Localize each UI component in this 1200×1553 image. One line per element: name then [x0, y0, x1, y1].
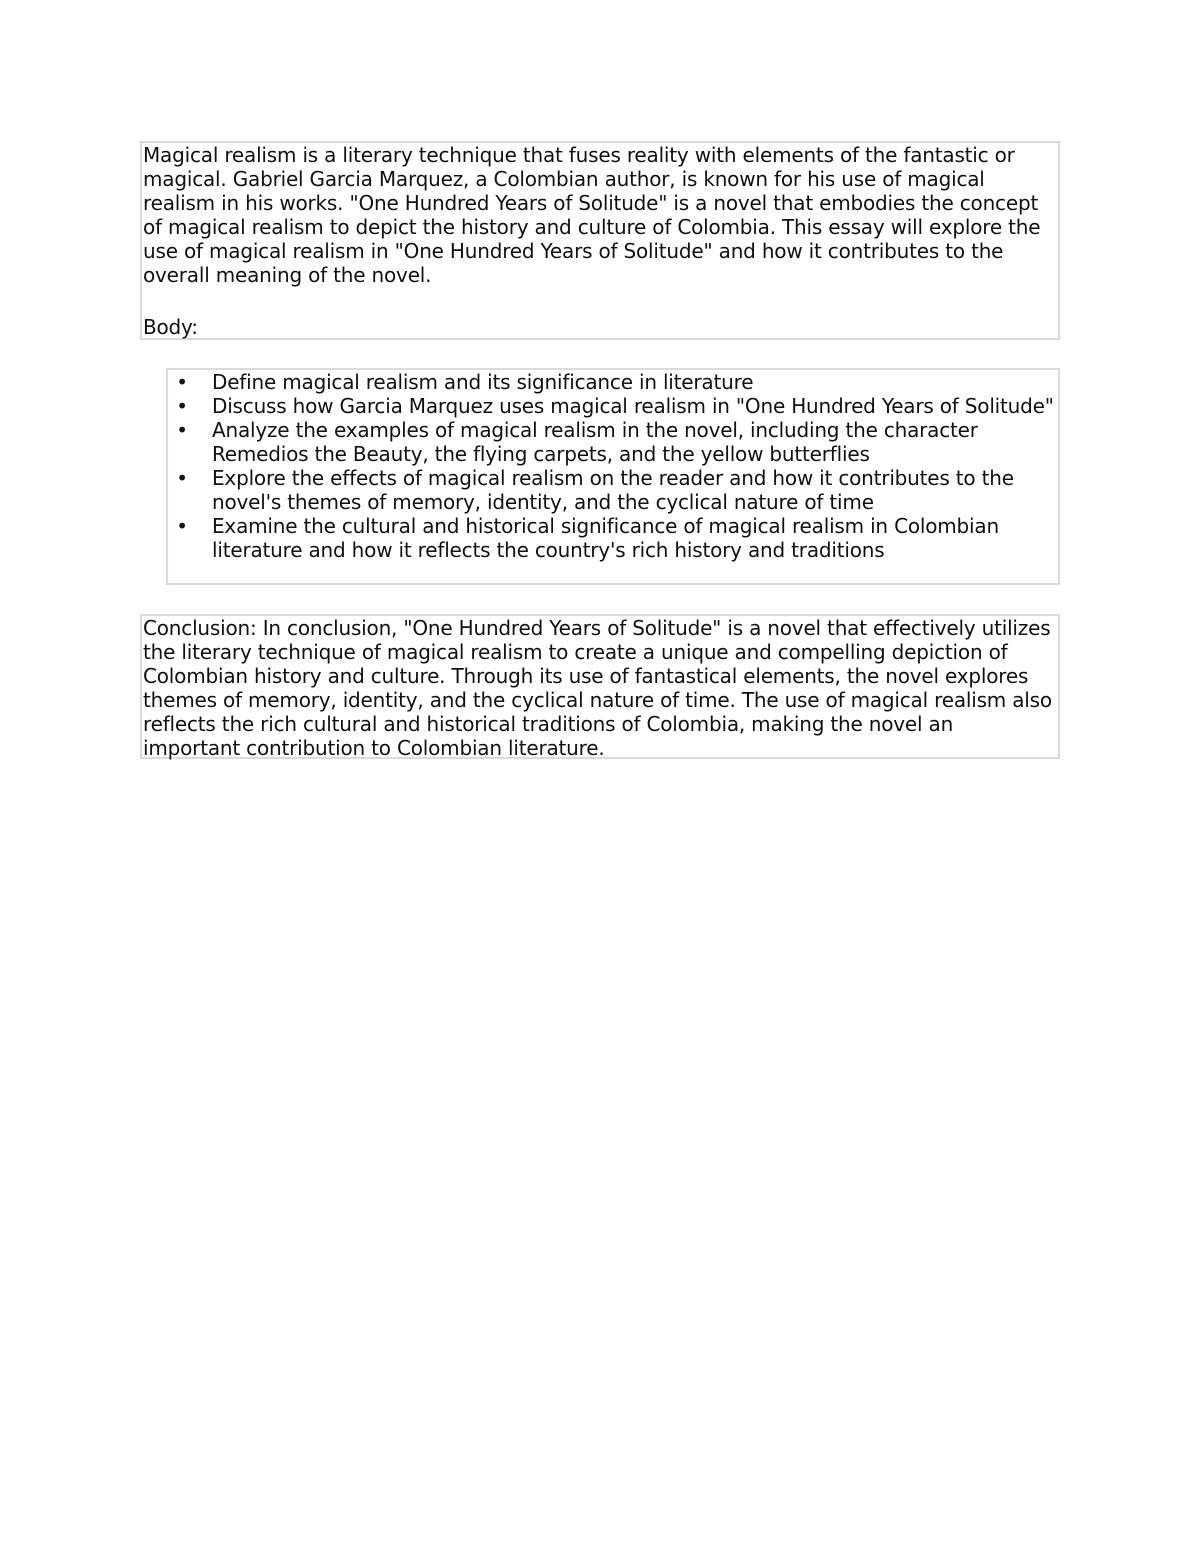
list-item [168, 394, 1058, 418]
bullet-icon: • [176, 466, 188, 490]
conclusion-paragraph: Conclusion: In conclusion, "One Hundred Years of Solitude" is a novel that effectively utilizes the literary technique of magical realism to create a unique and compelling depiction of Colombian history and culture. Through its use of fantastical elements, the novel explores themes of memory, identity, and the cyclical nature of time. The use of magical realism also reflects the rich cultural and historical traditions of Colombia, making the novel an important contribution to Colombian literature. [143, 616, 1052, 760]
list-item [168, 370, 1058, 394]
conclusion-text-box[interactable] [140, 614, 1060, 759]
intro-paragraph: Magical realism is a literary technique that fuses reality with elements of the fantastic or magical. Gabriel Garcia Marquez, a Colombian author, is known for his use of magical realism in his works. "One Hundred Years of Solitude" is a novel that embodies the concept of magical realism to depict the history and culture of Colombia. This essay will explore the use of magical realism in "One Hundred Years of Solitude" and how it contributes to the overall meaning of the novel. [143, 143, 1041, 287]
bullet-icon: • [176, 370, 188, 394]
body-points-box[interactable] [166, 368, 1060, 585]
list-item-text: Discuss how Garcia Marquez uses magical realism in "One Hundred Years of Solitude" [212, 394, 1054, 418]
list-item [168, 418, 1058, 466]
list-item [168, 466, 1058, 514]
list-item-text: Analyze the examples of magical realism in the novel, including the character Remedios the Beauty, the flying carpets, and the yellow butterflies [212, 418, 978, 466]
list-item-text: Explore the effects of magical realism on the reader and how it contributes to the novel's themes of memory, identity, and the cyclical nature of time [212, 466, 1014, 514]
bullet-icon: • [176, 514, 188, 538]
list-item [168, 514, 1058, 562]
body-points-list [168, 370, 1058, 562]
intro-text-box[interactable] [140, 141, 1060, 340]
body-heading: Body: [143, 315, 198, 339]
list-item-text: Define magical realism and its significance in literature [212, 370, 754, 394]
list-item-text: Examine the cultural and historical significance of magical realism in Colombian literature and how it reflects the country's rich history and traditions [212, 514, 999, 562]
bullet-icon: • [176, 394, 188, 418]
bullet-icon: • [176, 418, 188, 442]
